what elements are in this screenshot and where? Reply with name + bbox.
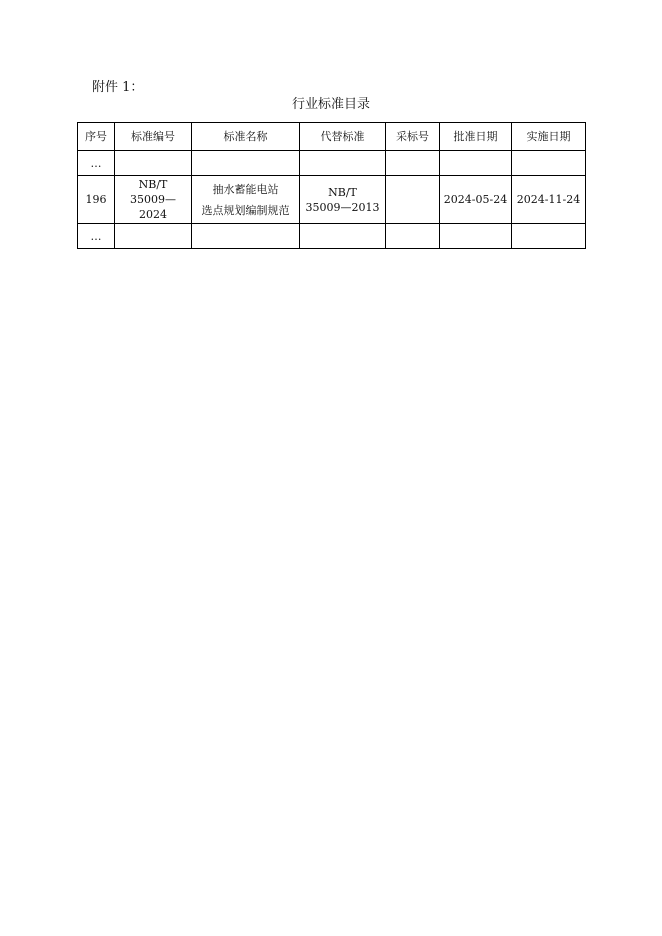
header-approval-date: 批准日期 bbox=[440, 123, 512, 151]
ellipsis-cell: … bbox=[78, 151, 115, 176]
standard-name-line1: 抽水蓄能电站 bbox=[212, 182, 279, 196]
ellipsis-cell: … bbox=[78, 224, 115, 249]
adopted-number-cell bbox=[386, 176, 440, 224]
empty-cell bbox=[192, 151, 300, 176]
header-replaced-standard: 代替标准 bbox=[300, 123, 386, 151]
standard-number-cell bbox=[115, 176, 192, 224]
empty-cell bbox=[300, 151, 386, 176]
empty-cell bbox=[300, 224, 386, 249]
table-row bbox=[78, 176, 586, 224]
replaced-standard-cell bbox=[300, 176, 386, 224]
table-header-row bbox=[78, 123, 586, 151]
empty-cell bbox=[512, 224, 586, 249]
header-standard-number: 标准编号 bbox=[115, 123, 192, 151]
attachment-label: 附件 1： bbox=[92, 80, 144, 95]
approval-date-cell: 2024-05-24 bbox=[440, 176, 512, 224]
header-seq: 序号 bbox=[78, 123, 115, 151]
empty-cell bbox=[386, 151, 440, 176]
empty-cell bbox=[440, 224, 512, 249]
table-row bbox=[78, 151, 586, 176]
empty-cell bbox=[512, 151, 586, 176]
standard-name-cell bbox=[192, 176, 300, 224]
standard-number-line2: 35009—2024 bbox=[130, 193, 176, 221]
empty-cell bbox=[192, 224, 300, 249]
standards-table bbox=[77, 122, 586, 249]
implementation-date-cell: 2024-11-24 bbox=[512, 176, 586, 224]
table-row bbox=[78, 224, 586, 249]
empty-cell bbox=[115, 224, 192, 249]
empty-cell bbox=[386, 224, 440, 249]
replaced-standard-line1: NB/T bbox=[328, 185, 357, 199]
header-adopted-number: 采标号 bbox=[386, 123, 440, 151]
header-implementation-date: 实施日期 bbox=[512, 123, 586, 151]
standard-number-line1: NB/T bbox=[138, 178, 168, 191]
header-standard-name: 标准名称 bbox=[192, 123, 300, 151]
standard-name-line2: 选点规划编制规范 bbox=[201, 203, 290, 217]
empty-cell bbox=[440, 151, 512, 176]
seq-cell: 196 bbox=[78, 176, 115, 224]
empty-cell bbox=[115, 151, 192, 176]
document-title: 行业标准目录 bbox=[291, 97, 370, 112]
replaced-standard-line2: 35009—2013 bbox=[305, 200, 380, 214]
